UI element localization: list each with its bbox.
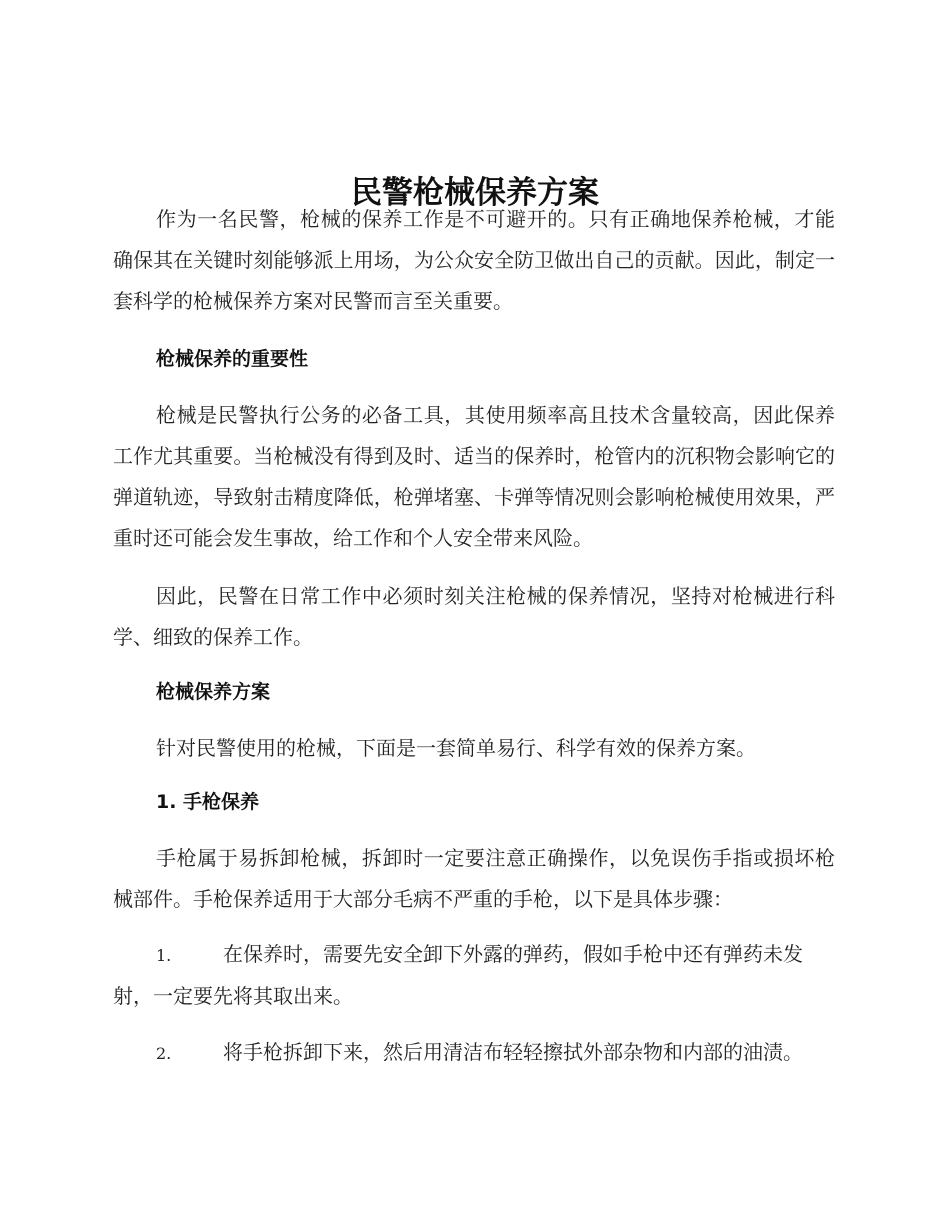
pistol-intro-paragraph: 手枪属于易拆卸枪械，拆卸时一定要注意正确操作，以免误伤手指或损坏枪械部件。手枪保养适用于大部分毛病不严重的手枪，以下是具体步骤：	[113, 846, 835, 911]
list-item-number: 1.	[156, 946, 172, 965]
list-item	[113, 1032, 835, 1074]
list-item-text: 将手枪拆卸下来，然后用清洁布轻轻擦拭外部杂物和内部的油渍。	[223, 1040, 803, 1064]
importance-conclusion-paragraph: 因此，民警在日常工作中必须时刻关注枪械的保养情况，坚持对枪械进行科学、细致的保养工作。	[113, 584, 835, 649]
intro-paragraph: 作为一名民警，枪械的保养工作是不可避开的。只有正确地保养枪械，才能确保其在关键时刻能够派上用场，为公众安全防卫做出自己的贡献。因此，制定一套科学的枪械保养方案对民警而言至关重要。	[113, 207, 835, 313]
page-title: 民警枪械保养方案	[351, 174, 599, 211]
list-item-text: 在保养时，需要先安全卸下外露的弹药，假如手枪中还有弹药未发射，一定要先将其取出来。	[113, 942, 803, 1008]
importance-paragraph: 枪械是民警执行公务的必备工具，其使用频率高且技术含量较高，因此保养工作尤其重要。当枪械没有得到及时、适当的保养时，枪管内的沉积物会影响它的弹道轨迹，导致射击精度降低，枪弹堵塞、卡弹等情况则会影响枪械使用效果，严重时还可能会发生事故，给工作和个人安全带来风险。	[113, 403, 835, 550]
list-item	[113, 934, 835, 1017]
list-item-number: 2.	[156, 1044, 172, 1063]
section-heading-plan: 枪械保养方案	[156, 681, 271, 703]
subsection-heading-pistol: 1. 手枪保养	[156, 791, 260, 813]
plan-intro-paragraph: 针对民警使用的枪械，下面是一套简单易行、科学有效的保养方案。	[156, 736, 756, 760]
section-heading-importance: 枪械保养的重要性	[156, 348, 309, 370]
